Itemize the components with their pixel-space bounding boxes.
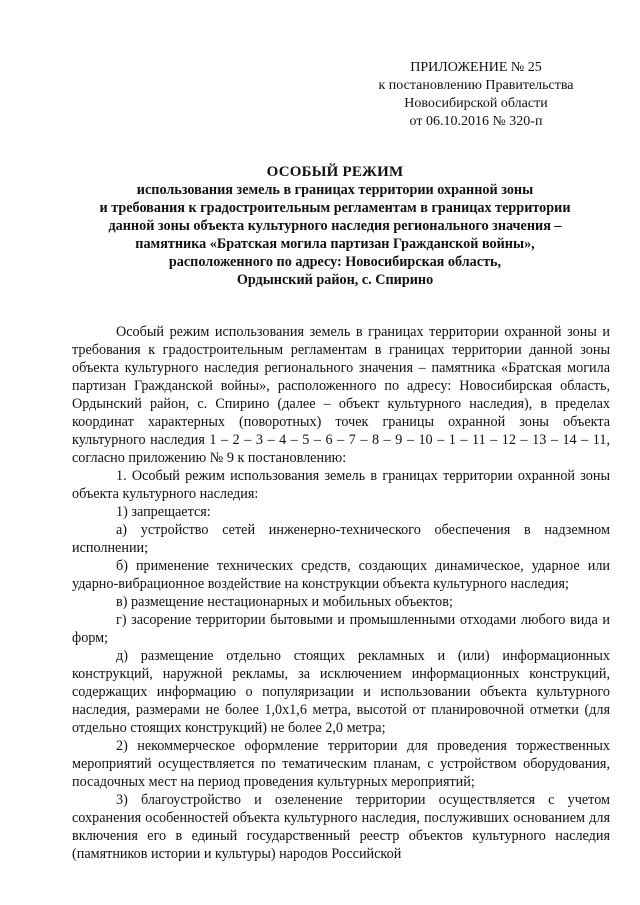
- appendix-number: ПРИЛОЖЕНИЕ № 25: [410, 60, 542, 75]
- appendix-date: от 06.10.2016 № 320-п: [409, 114, 543, 129]
- document-body: [72, 323, 610, 863]
- title-main: ОСОБЫЙ РЕЖИМ: [266, 164, 404, 180]
- paragraph-item-2: 2) некоммерческое оформление территории для проведения торжественных мероприятий осуществляется по тематическим планам, с устройством оборудования, посадочных мест на период проведения культурных мероприятий;: [72, 738, 610, 790]
- title-line: расположенного по адресу: Новосибирская область,: [168, 254, 502, 270]
- paragraph-item-b: б) применение технических средств, создающих динамическое, ударное или ударно-вибрационное воздействие на конструкции объекта культурного наследия;: [72, 558, 610, 592]
- paragraph-item-v: в) размещение нестационарных и мобильных объектов;: [116, 594, 453, 610]
- title-line: Ордынский район, с. Спирино: [236, 272, 434, 288]
- title-line: памятника «Братская могила партизан Гражданской войны»,: [135, 236, 535, 252]
- paragraph-section-1: 1. Особый режим использования земель в границах территории охранной зоны объекта культурного наследия:: [72, 468, 610, 502]
- title-line: использования земель в границах территории охранной зоны: [136, 182, 534, 198]
- appendix-decree: к постановлению Правительства: [378, 78, 574, 93]
- appendix-region: Новосибирской области: [404, 96, 548, 111]
- title-line: данной зоны объекта культурного наследия регионального значения –: [108, 218, 562, 234]
- document-title: [60, 163, 610, 289]
- title-line: и требования к градостроительным регламентам в границах территории: [99, 200, 571, 216]
- paragraph-item-d: д) размещение отдельно стоящих рекламных и (или) информационных конструкций, наружной рекламы, за исключением информационных конструкций, содержащих информацию о популяризации и использовании объекта культурного наследия, размерами не более 1,0х1,6 метра, высотой от планировочной отметки (для отдельно стоящих конструкций) не более 2,0 метра;: [72, 648, 610, 736]
- paragraph-item-3: 3) благоустройство и озеленение территории осуществляется с учетом сохранения особенностей объекта культурного наследия, послуживших основанием для включения его в единый государственный реестр объектов культурного наследия (памятников истории и культуры) народов Российской: [72, 792, 610, 862]
- paragraph-item-g: г) засорение территории бытовыми и промышленными отходами любого вида и форм;: [72, 612, 610, 646]
- paragraph-item-a: а) устройство сетей инженерно-технического обеспечения в надземном исполнении;: [72, 522, 610, 556]
- paragraph-item-1: 1) запрещается:: [116, 504, 211, 520]
- appendix-header: [346, 59, 606, 131]
- paragraph-intro: Особый режим использования земель в границах территории охранной зоны и требования к градостроительным регламентам в границах территории данной зоны объекта культурного наследия регионального значения – памятника «Братская могила партизан Гражданской войны», расположенного по адресу: Новосибирская область, Ордынский район, с. Спирино (далее – объект культурного наследия), в пределах координат характерных (поворотных) точек границы охранной зоны объекта культурного наследия 1 – 2 – 3 – 4 – 5 – 6 – 7 – 8 – 9 – 10 – 1 – 11 – 12 – 13 – 14 – 11, согласно приложению № 9 к постановлению:: [72, 324, 610, 466]
